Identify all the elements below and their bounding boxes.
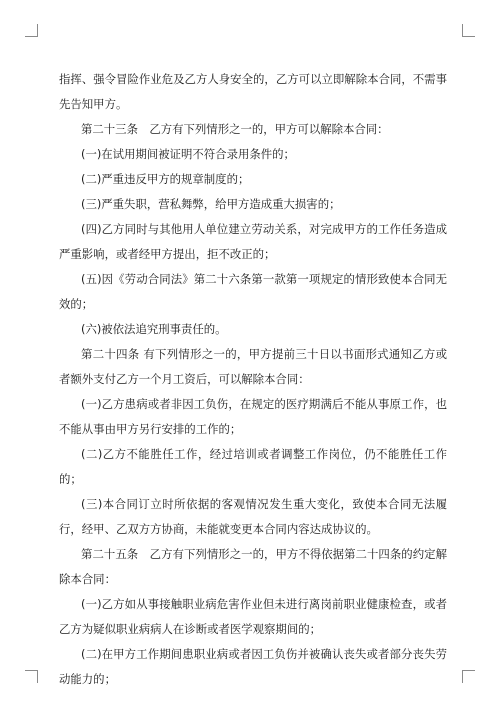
article-25-heading: 第二十五条 乙方有下列情形之一的，甲方不得依据第二十四条的约定解除本合同： <box>59 547 447 586</box>
article-23-heading: 第二十三条 乙方有下列情形之一的，甲方可以解除本合同： <box>81 122 389 136</box>
article-24-heading: 第二十四条 有下列情形之一的，甲方提前三十日以书面形式通知乙方或者额外支付乙方一个月工资后，可以解除本合同： <box>59 347 447 386</box>
paragraph-continuation: 指挥、强令冒险作业危及乙方人身安全的，乙方可以立即解除本合同，不需事先告知甲方。 <box>59 72 447 111</box>
crop-mark-top-left <box>25 24 38 37</box>
crop-mark-top-right <box>462 24 475 37</box>
article-24-item-2: (二)乙方不能胜任工作，经过培训或者调整工作岗位，仍不能胜任工作的； <box>59 447 447 486</box>
article-23-item-5: (五)因《劳动合同法》第二十六条第一款第一项规定的情形致使本合同无效的； <box>59 272 447 311</box>
article-25-item-1: (一)乙方如从事接触职业病危害作业但未进行离岗前职业健康检查，或者乙方为疑似职业病病人在诊断或者医学观察期间的； <box>59 597 447 636</box>
article-24-item-1: (一)乙方患病或者非因工负伤，在规定的医疗期满后不能从事原工作，也不能从事由甲方另行安排的工作的； <box>59 397 447 436</box>
crop-mark-bottom-right <box>462 670 475 683</box>
article-23-item-3: (三)严重失职，营私舞弊，给甲方造成重大损害的； <box>81 197 341 211</box>
article-24-item-3: (三)本合同订立时所依据的客观情况发生重大变化，致使本合同无法履行，经甲、乙双方方协商，未能就变更本合同内容达成协议的。 <box>59 497 447 536</box>
article-23-item-4: (四)乙方同时与其他用人单位建立劳动关系，对完成甲方的工作任务造成严重影响，或者经甲方提出，拒不改正的； <box>59 222 447 261</box>
crop-mark-bottom-left <box>25 670 38 683</box>
article-23-item-1: (一)在试用期间被证明不符合录用条件的； <box>81 147 295 161</box>
article-23-item-2: (二)严重违反甲方的规章制度的； <box>81 172 250 186</box>
article-23-item-6: (六)被依法追究刑事责任的。 <box>81 322 227 336</box>
document-body <box>59 67 447 692</box>
article-25-item-2: (二)在甲方工作期间患职业病或者因工负伤并被确认丧失或者部分丧失劳动能力的； <box>59 647 447 686</box>
